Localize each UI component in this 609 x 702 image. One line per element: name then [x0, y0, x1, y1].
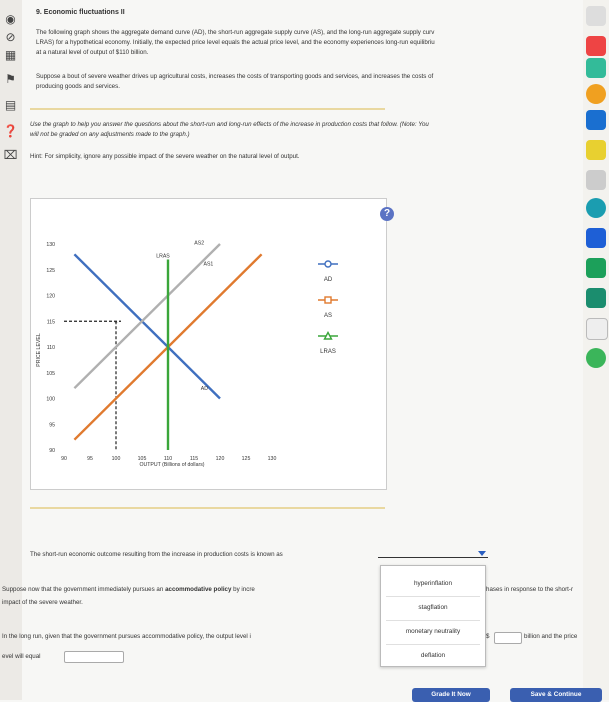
q2-text-line2: impact of the severe weather.: [2, 599, 83, 606]
grid-icon[interactable]: ▦: [4, 48, 17, 62]
x-tick-label-100: 100: [111, 456, 121, 462]
grade-it-now-button[interactable]: Grade It Now: [412, 688, 490, 702]
instruction-line2: will not be graded on any adjustments made to the graph.): [30, 131, 190, 138]
y-tick-label-90: 90: [49, 448, 55, 454]
option-divider: [386, 596, 480, 597]
q2-text-c: by incre: [233, 586, 255, 593]
ad-label: AD: [200, 386, 209, 393]
x-tick-label-120: 120: [215, 456, 225, 462]
question-icon[interactable]: ❓: [3, 124, 18, 138]
dropdown-menu: [380, 565, 486, 667]
y-tick-label-120: 120: [46, 293, 55, 300]
legend-marker-lras: [325, 333, 332, 340]
flag-icon[interactable]: ⚑: [5, 72, 16, 86]
x-tick-label-125: 125: [241, 456, 251, 462]
calendar-icon[interactable]: ▤: [4, 98, 17, 112]
scenario-text-line1: Suppose a bout of severe weather drives up agricultural costs, increases the costs of transporting goods and services, and increases the costs of: [36, 73, 434, 80]
option-divider: [386, 620, 480, 621]
chrome-icon[interactable]: ◉: [5, 12, 16, 26]
x-tick-label-115: 115: [189, 456, 199, 462]
option-deflation[interactable]: deflation: [420, 652, 446, 659]
legend-label-ad: AD: [323, 277, 333, 283]
option-divider: [386, 644, 480, 645]
intro-text-line2: LRAS) for a hypothetical economy. Initially, the expected price level equals the actual price level, and the economy experiences long-run equilibriu: [36, 39, 435, 46]
legend-label-lras: LRAS: [320, 349, 336, 355]
save-continue-button[interactable]: Save & Continue: [510, 688, 602, 702]
question-title: 9. Economic fluctuations II: [36, 9, 125, 16]
y-tick-label-100: 100: [46, 396, 55, 403]
q3-text-line1-end: billion and the price: [524, 633, 578, 640]
option-hyperinflation[interactable]: hyperinflation: [413, 580, 452, 587]
as1-label: AS1: [203, 261, 214, 268]
book-icon[interactable]: ⌧: [3, 148, 18, 162]
help-icon[interactable]: ?: [380, 207, 394, 221]
option-monetary-neutrality[interactable]: monetary neutrality: [405, 628, 461, 635]
x-axis-label: OUTPUT (Billions of dollars): [139, 462, 205, 468]
y-tick-label-125: 125: [46, 267, 55, 274]
price-level-input[interactable]: [64, 651, 124, 663]
as2-label: AS2: [194, 240, 205, 247]
q2-text-bold: accommodative policy: [165, 586, 232, 593]
option-stagflation[interactable]: stagflation: [418, 604, 448, 611]
y-tick-label-115: 115: [46, 319, 55, 326]
q2-text-line1: [2, 585, 255, 595]
q2-text-a: Suppose now that the government immediately pursues an: [2, 586, 164, 593]
intersection-marker: +: [114, 320, 118, 327]
scenario-text-line2: producing goods and services.: [36, 83, 120, 90]
x-tick-label-105: 105: [137, 456, 147, 462]
y-tick-label-130: 130: [46, 242, 55, 248]
q3-text-line1: In the long run, given that the government pursues accommodative policy, the output level i: [2, 633, 251, 640]
q3-text-line2: evel will equal: [2, 653, 41, 660]
dropdown-arrow-icon[interactable]: [478, 551, 486, 556]
output-input[interactable]: [494, 632, 522, 644]
intro-text-line3: at a natural level of output of $110 billion.: [36, 49, 149, 56]
legend-marker-as: [325, 297, 331, 303]
instruction-line1: Use the graph to help you answer the questions about the short-run and long-run effects of the increase in production costs that follow. (Note: You: [30, 121, 429, 128]
x-tick-label-110: 110: [163, 456, 173, 462]
y-axis-label: PRICE LEVEL: [36, 333, 42, 367]
y-tick-label-105: 105: [46, 370, 55, 377]
intro-text-line1: The following graph shows the aggregate demand curve (AD), the short-run aggregate supply curve (AS), and the long-run aggregate supply curv: [36, 29, 435, 36]
legend-label-as: AS: [323, 313, 333, 319]
divider-2: [30, 507, 385, 509]
hint-text: Hint: For simplicity, ignore any possible impact of the severe weather on the natural level of output.: [30, 153, 300, 160]
x-tick-label-95: 95: [87, 456, 93, 462]
y-tick-label-110: 110: [46, 345, 55, 351]
q2-text-line1-end: hases in response to the short-r: [486, 586, 574, 593]
x-tick-label-130: 130: [267, 456, 277, 462]
q1-select[interactable]: [378, 557, 488, 558]
y-tick-label-95: 95: [49, 422, 55, 429]
curve-ad: [74, 254, 220, 398]
x-tick-label-90: 90: [61, 456, 67, 462]
q3-dollar: $: [486, 633, 490, 640]
legend-marker-ad: [325, 261, 331, 267]
compass-icon[interactable]: ⊘: [5, 30, 16, 44]
q1-text: The short-run economic outcome resulting from the increase in production costs is known as: [30, 551, 283, 558]
lras-label: LRAS: [156, 253, 170, 260]
